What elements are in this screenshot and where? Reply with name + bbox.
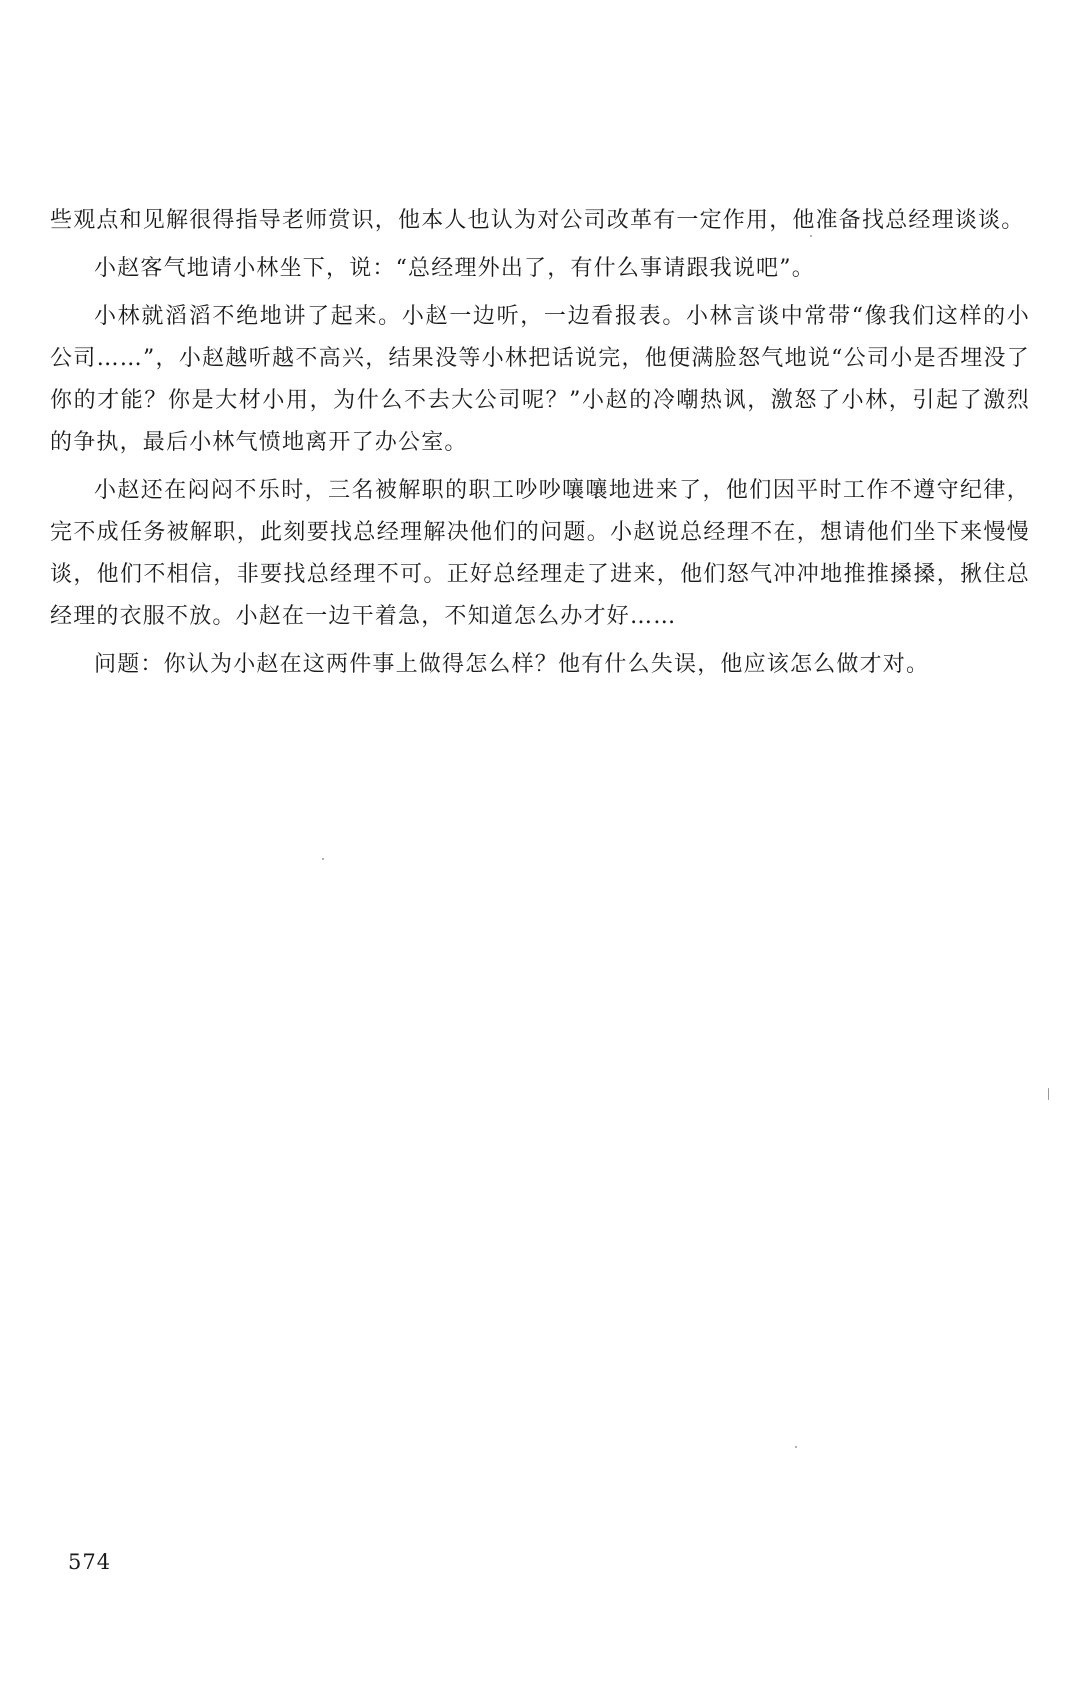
scan-speck <box>795 1446 797 1448</box>
paragraph-question: 问题：你认为小赵在这两件事上做得怎么样？他有什么失误，他应该怎么做才对。 <box>94 652 930 677</box>
page-number: 574 <box>68 1550 112 1574</box>
body-text <box>50 200 1030 692</box>
paragraph-continuation: 些观点和见解很得指导老师赏识，他本人也认为对公司改革有一定作用，他准备找总经理谈谈。 <box>50 208 1025 233</box>
scan-speck <box>322 858 324 860</box>
paragraph-xiaolin-talks: 小林就滔滔不绝地讲了起来。小赵一边听，一边看报表。小林言谈中常带“像我们这样的小公司……”，小赵越听越不高兴，结果没等小林把话说完，他便满脸怒气地说“公司小是否埋没了你的才能？你是大材小用，为什么不去大公司呢？”小赵的冷嘲热讽，激怒了小林，引起了激烈的争执，最后小林气愤地离开了办公室。 <box>50 304 1030 455</box>
scan-speck <box>1048 1088 1049 1100</box>
scan-speck <box>810 235 812 237</box>
paragraph-xiaozhao-greets: 小赵客气地请小林坐下，说：“总经理外出了，有什么事请跟我说吧”。 <box>94 256 815 281</box>
paragraph-dismissed-workers: 小赵还在闷闷不乐时，三名被解职的职工吵吵嚷嚷地进来了，他们因平时工作不遵守纪律，完不成任务被解职，此刻要找总经理解决他们的问题。小赵说总经理不在，想请他们坐下来慢慢谈，他们不相信，非要找总经理不可。正好总经理走了进来，他们怒气冲冲地推推搡搡，揪住总经理的衣服不放。小赵在一边干着急，不知道怎么办才好…… <box>50 478 1030 629</box>
